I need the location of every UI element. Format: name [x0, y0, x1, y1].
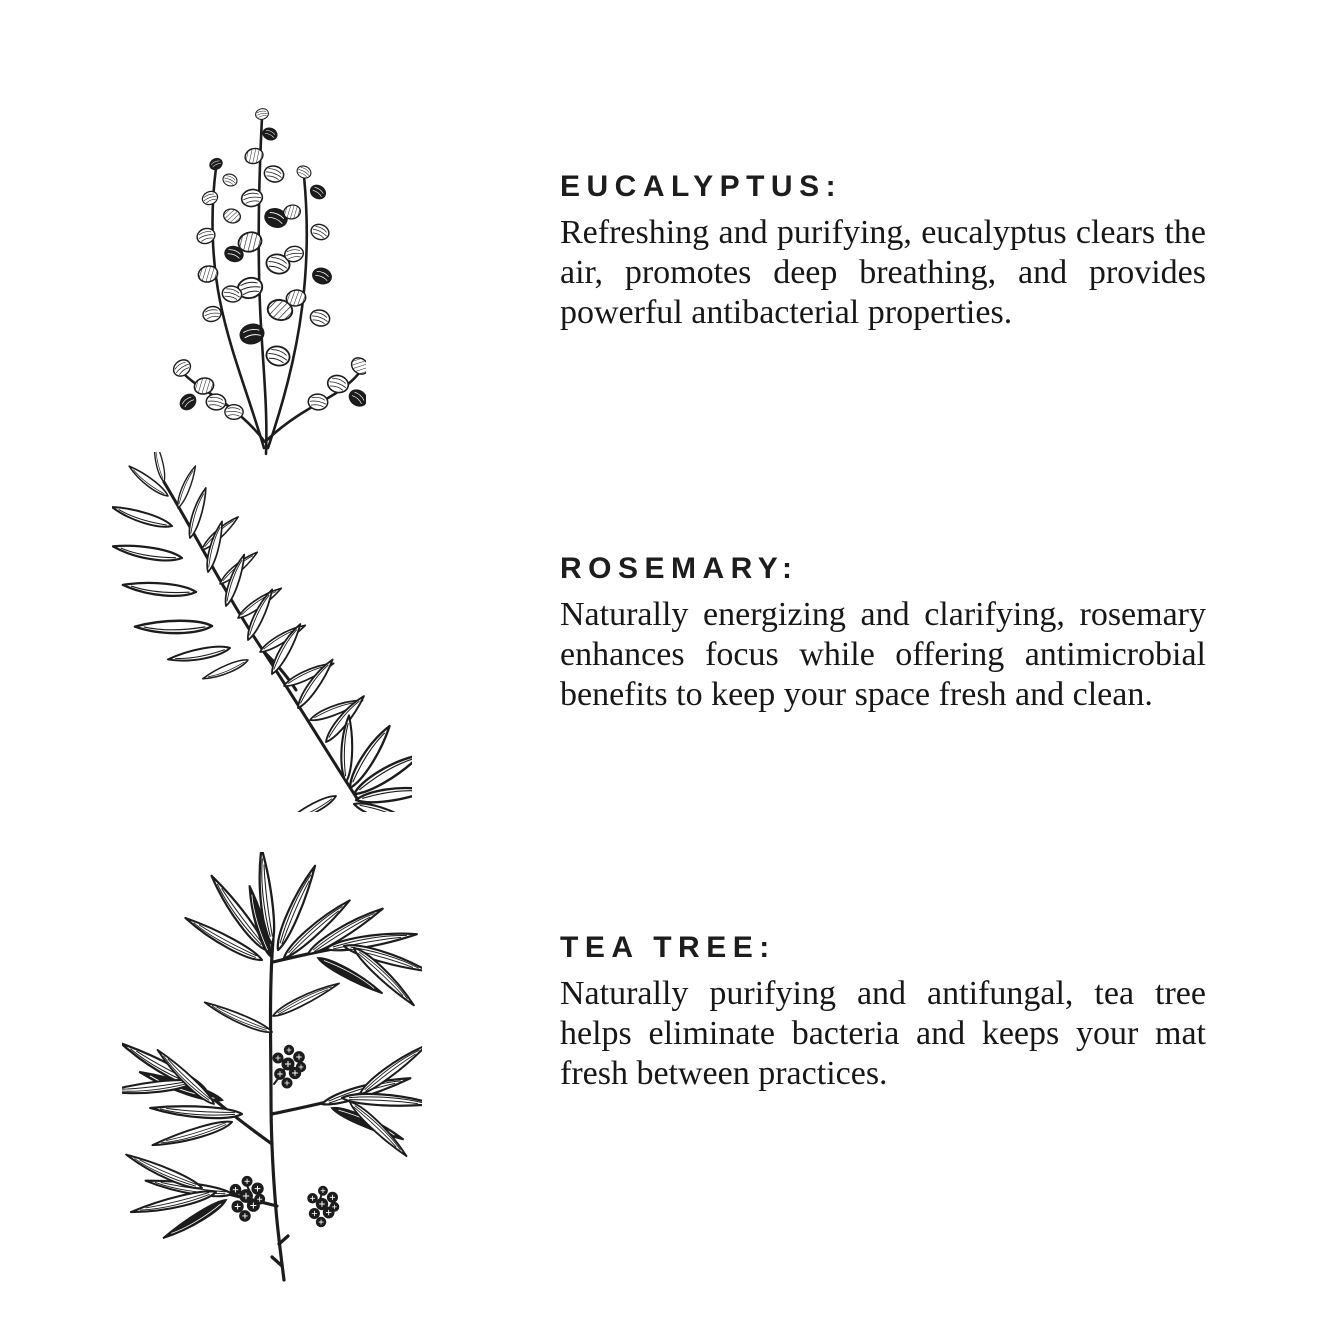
tea-tree-branch-icon [122, 852, 422, 1282]
section-eucalyptus [560, 170, 1206, 333]
section-rosemary [560, 552, 1206, 715]
tea-tree-description: Naturally purifying and antifungal, tea tree helps eliminate bacteria and keeps your mat fresh between practices. [560, 975, 1206, 1092]
tea-tree-illustration [122, 852, 422, 1282]
eucalyptus-branch-icon [170, 56, 366, 456]
eucalyptus-illustration [170, 56, 366, 456]
rosemary-description: Naturally energizing and clarifying, rosemary enhances focus while offering antimicrobial benefits to keep your space fresh and clean. [560, 596, 1206, 713]
rosemary-sprig-icon [112, 452, 412, 812]
section-tea-tree [560, 931, 1206, 1094]
rosemary-heading: ROSEMARY: [560, 552, 799, 585]
eucalyptus-description: Refreshing and purifying, eucalyptus clears the air, promotes deep breathing, and provides powerful antibacterial properties. [560, 214, 1206, 331]
tea-tree-heading: TEA TREE: [560, 931, 776, 964]
eucalyptus-heading: EUCALYPTUS: [560, 170, 843, 203]
rosemary-illustration [112, 452, 412, 812]
